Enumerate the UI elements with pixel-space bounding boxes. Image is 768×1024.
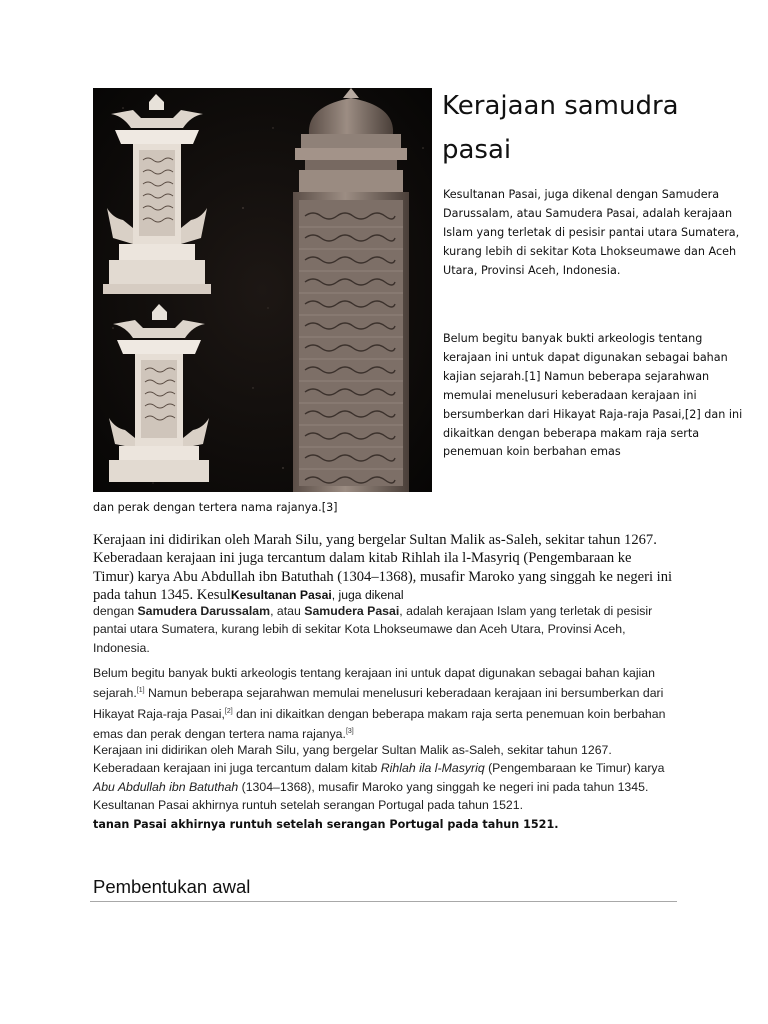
wiki-p2-text-c: dan ini dikaitkan dengan beberapa makam raja serta penemuan koin berbahan emas dan perak dengan tertera nama rajanya. (93, 706, 666, 742)
pillar-tombstone (293, 88, 409, 492)
serif-overlap-bold: Kesultanan Pasai (230, 588, 332, 603)
trailing-fragment: tanan Pasai akhirnya runtuh setelah serangan Portugal pada tahun 1521. (93, 818, 559, 831)
wiki-p3-text-c: (1304–1368), musafir Maroko yang singgah ke negeri ini pada tahun 1345. Kesultanan Pasai akhirnya runtuh setelah serangan Portugal pada tahun 1521. (93, 779, 649, 812)
wiki-p1-bold-2: Samudera Pasai (304, 604, 400, 618)
wiki-paragraph-2 (93, 664, 673, 743)
wiki-p1-bold-1: Samudera Darussalam (137, 604, 271, 618)
citation-ref-3[interactable]: [3] (345, 728, 354, 736)
wiki-paragraph-3 (93, 741, 673, 814)
sidebar-paragraph-2-continued: dan perak dengan tertera nama rajanya.[3] (93, 501, 338, 514)
wiki-p3-text-a: Kerajaan ini didirikan oleh Marah Silu, yang bergelar Sultan Malik as-Saleh, sekitar tahun 1267. Keberadaan kerajaan ini juga tercantum dalam kitab (93, 743, 612, 776)
wiki-p1-text-a: dengan (93, 604, 138, 618)
sidebar-paragraph-2: Belum begitu banyak bukti arkeologis tentang kerajaan ini untuk dapat digunakan sebagai bahan kajian sejarah.[1] Namun beberapa sejarahwan memulai menelusuri keberadaan kerajaan ini bersumberkan dari Hikayat Raja-raja Pasai,[2] dan ini dikaitkan dengan beberapa makam raja serta penemuan koin berbahan emas (443, 332, 743, 459)
wiki-paragraph-1 (93, 602, 673, 657)
wiki-p2-text-a: Belum begitu banyak bukti arkeologis tentang kerajaan ini untuk dapat digunakan sebagai bahan kajian sejarah. (93, 666, 655, 701)
wiki-p2-text-b: Namun beberapa sejarahwan memulai menelusuri keberadaan kerajaan ini bersumberkan dari Hikayat Raja-raja Pasai, (93, 686, 664, 721)
tombstone-photo (93, 88, 432, 492)
wiki-p3-text-b: (Pengembaraan ke Timur) karya (484, 761, 665, 776)
wiki-p3-italic-1: Rihlah ila l-Masyriq (380, 761, 485, 776)
serif-paragraph (93, 531, 673, 605)
wiki-p3-italic-2: Abu Abdullah ibn Batuthah (93, 779, 239, 794)
wiki-p1-text-d: , adalah kerajaan Islam yang terletak di pesisir pantai utara Sumatera, kurang lebih di sekitar Kota Lhokseumawe dan Aceh Utara, Provinsi Aceh, Indonesia. (93, 604, 653, 655)
serif-overlap-after: , juga dikenal (331, 588, 404, 603)
citation-ref-1[interactable]: [1] (136, 687, 145, 695)
sidebar-paragraph-1: Kesultanan Pasai, juga dikenal dengan Samudera Darussalam, atau Samudera Pasai, adalah kerajaan Islam yang terletak di pesisir pantai utara Sumatera, kurang lebih di sekitar Kota Lhokseumawe dan Aceh Utara, Provinsi Aceh, Indonesia. (443, 188, 740, 277)
wiki-p1-text-c: , atau (270, 604, 305, 618)
section-heading: Pembentukan awal (93, 876, 251, 897)
citation-ref-2[interactable]: [2] (224, 707, 233, 715)
section-divider (90, 901, 677, 902)
serif-paragraph-text: Kerajaan ini didirikan oleh Marah Silu, yang bergelar Sultan Malik as-Saleh, sekitar tahun 1267. Keberadaan kerajaan ini juga tercantum dalam kitab Rihlah ila l-Masyriq (Pengembaraan ke Timur) karya Abu Abdullah ibn Batuthah (1304–1368), musafir Maroko yang singgah ke negeri ini pada tahun 1345. Kesul (93, 532, 673, 604)
page-title: Kerajaan samudra pasai (442, 91, 679, 165)
